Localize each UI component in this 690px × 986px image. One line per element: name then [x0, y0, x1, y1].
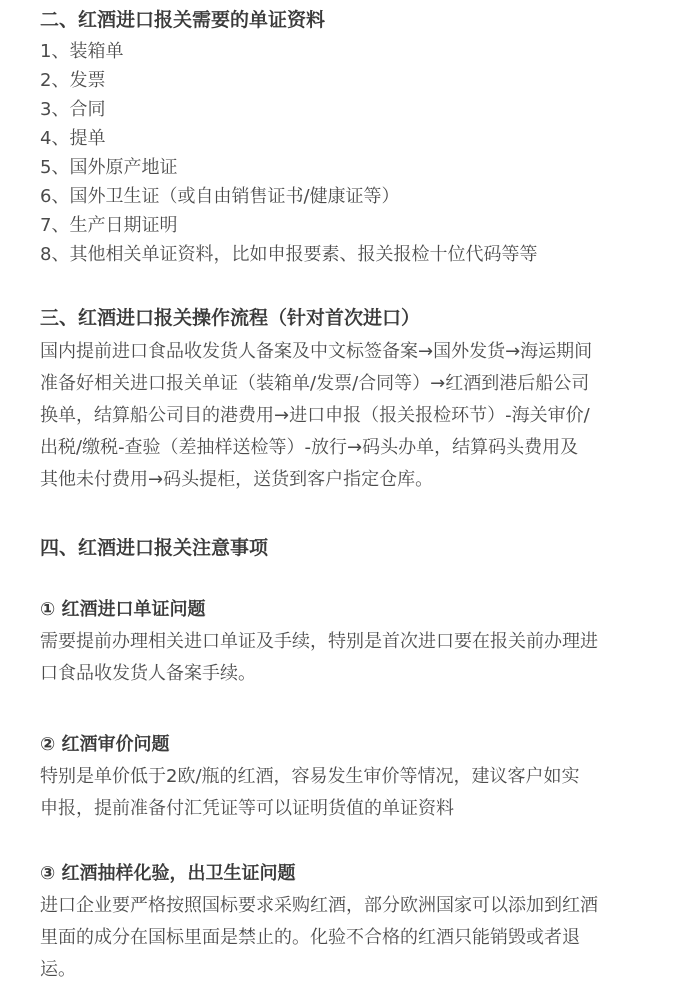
paragraph-line: 出税/缴税-查验（差抽样送检等）-放行→码头办单，结算码头费用及: [40, 437, 579, 458]
list-item: 4、提单: [40, 128, 106, 149]
paragraph-line: 运。: [40, 959, 76, 980]
question-2-title: ② 红酒审价问题: [40, 734, 170, 755]
paragraph-line: 其他未付费用→码头提柜，送货到客户指定仓库。: [40, 469, 434, 490]
paragraph-line: 需要提前办理相关进口单证及手续，特别是首次进口要在报关前办理进: [40, 631, 598, 652]
section-4-title: 四、红酒进口报关注意事项: [40, 537, 269, 559]
question-1-paragraph: [40, 626, 665, 690]
list-item: 7、生产日期证明: [40, 215, 178, 236]
question-2-paragraph: [40, 761, 665, 825]
paragraph-line: 进口企业要严格按照国标要求采购红酒，部分欧洲国家可以添加到红酒: [40, 895, 598, 916]
paragraph-line: 换单，结算船公司目的港费用→进口申报（报关报检环节）-海关审价/: [40, 405, 590, 426]
question-1-title: ① 红酒进口单证问题: [40, 599, 206, 620]
section-3-paragraph: [40, 336, 665, 496]
list-item: 8、其他相关单证资料，比如申报要素、报关报检十位代码等等: [40, 244, 538, 265]
list-item: 6、国外卫生证（或自由销售证书/健康证等）: [40, 186, 400, 207]
paragraph-line: 申报，提前准备付汇凭证等可以证明货值的单证资料: [40, 798, 454, 819]
paragraph-line: 口食品收发货人备案手续。: [40, 663, 256, 684]
section-3-title: 三、红酒进口报关操作流程（针对首次进口）: [40, 307, 421, 329]
paragraph-line: 国内提前进口食品收发货人备案及中文标签备案→国外发货→海运期间: [40, 341, 593, 362]
paragraph-line: 准备好相关进口报关单证（装箱单/发票/合同等）→红酒到港后船公司: [40, 373, 590, 394]
section-2-title: 二、红酒进口报关需要的单证资料: [40, 9, 326, 31]
paragraph-line: 里面的成分在国标里面是禁止的。化验不合格的红酒只能销毁或者退: [40, 927, 580, 948]
list-item: 2、发票: [40, 70, 106, 91]
question-3-title: ③ 红酒抽样化验，出卫生证问题: [40, 863, 296, 884]
list-item: 1、装箱单: [40, 41, 124, 62]
paragraph-line: 特别是单价低于2欧/瓶的红酒，容易发生审价等情况，建议客户如实: [40, 766, 580, 787]
list-item: 5、国外原产地证: [40, 157, 178, 178]
list-item: 3、合同: [40, 99, 106, 120]
question-3-paragraph: [40, 890, 665, 986]
